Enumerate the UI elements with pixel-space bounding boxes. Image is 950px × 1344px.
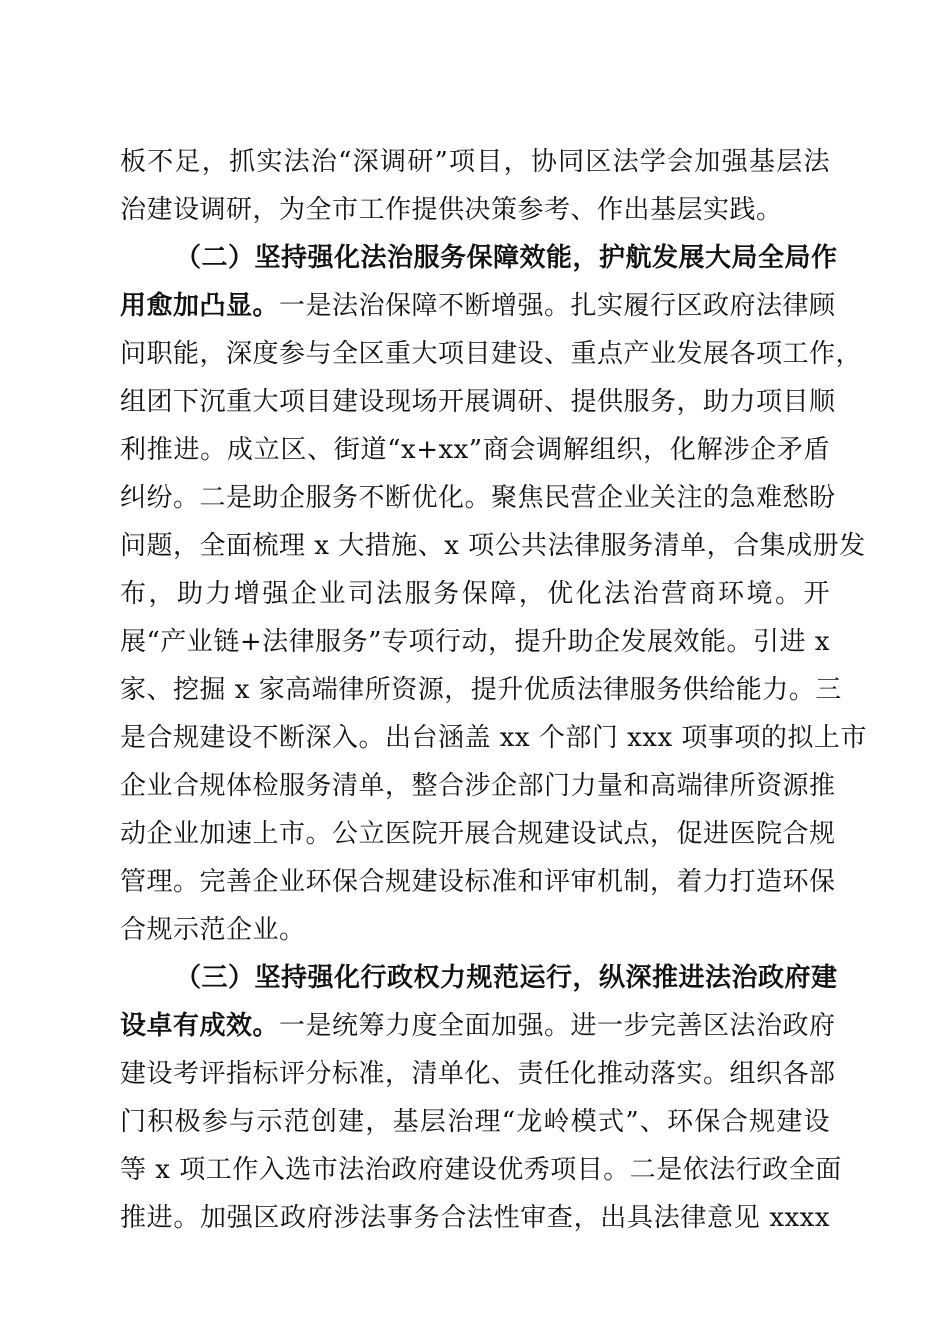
paragraph-2-line: 展“产业链+法律服务”专项行动，提升助企发展效能。引进 x	[120, 627, 830, 657]
paragraph-2-line-2	[120, 288, 836, 324]
section-2-heading-tail: 用愈加凸显。	[120, 291, 280, 321]
paragraph-1-line-1: 板不足，抓实法治“深调研”项目，协同区法学会加强基层法	[120, 147, 830, 177]
paragraph-2-line: 纠纷。二是助企服务不断优化。聚焦民营企业关注的急难愁盼	[120, 483, 836, 513]
paragraph-3-line: 等 x 项工作入选市法治政府建设优秀项目。二是依法行政全面	[120, 1155, 842, 1185]
paragraph-2-line: 家、挖掘 x 家高端律所资源，提升优质法律服务供给能力。三	[120, 675, 842, 705]
paragraph-2-line: 合规示范企业。	[120, 915, 306, 945]
paragraph-2-line: 问题，全面梳理 x 大措施、x 项公共法律服务清单，合集成册发	[120, 531, 866, 561]
paragraph-2-line: 利推进。成立区、街道“x+xx”商会调解组织，化解涉企矛盾	[120, 435, 830, 465]
paragraph-2-line: 布，助力增强企业司法服务保障，优化法治营商环境。开	[120, 579, 830, 609]
paragraph-3-line-2-text: 一是统筹力度全面加强。进一步完善区法治政府	[279, 1011, 836, 1041]
paragraph-3-line: 建设考评指标评分标准，清单化、责任化推动落实。组织各部	[120, 1059, 836, 1089]
section-3-heading-tail: 设卓有成效。	[120, 1011, 280, 1041]
paragraph-2-line: 是合规建设不断深入。出台涵盖 xx 个部门 xxx 项事项的拟上市	[120, 723, 867, 753]
paragraph-2-line: 企业合规体检服务清单，整合涉企部门力量和高端律所资源推	[120, 771, 836, 801]
paragraph-2-line: 问职能，深度参与全区重大项目建设、重点产业发展各项工作，	[120, 339, 863, 369]
section-2-heading: （二）坚持强化法治服务保障效能，护航发展大局全局作	[175, 243, 838, 273]
section-3-heading: （三）坚持强化行政权力规范运行，纵深推进法治政府建	[175, 963, 838, 993]
paragraph-2-line-2-text: 一是法治保障不断增强。扎实履行区政府法律顾	[279, 291, 836, 321]
paragraph-2-line: 组团下沉重大项目建设现场开展调研、提供服务，助力项目顺	[120, 387, 836, 417]
paragraph-2-line: 管理。完善企业环保合规建设标准和评审机制，着力打造环保	[120, 867, 836, 897]
paragraph-1-line-2: 治建设调研，为全市工作提供决策参考、作出基层实践。	[120, 195, 783, 225]
paragraph-3-line: 门积极参与示范创建，基层治理“龙岭模式”、环保合规建设	[120, 1107, 830, 1137]
paragraph-3-line: 推进。加强区政府涉法事务合法性审查，出具法律意见 xxxx	[120, 1203, 830, 1233]
paragraph-3-line-2	[120, 1008, 836, 1044]
paragraph-2-line: 动企业加速上市。公立医院开展合规建设试点，促进医院合规	[120, 819, 836, 849]
